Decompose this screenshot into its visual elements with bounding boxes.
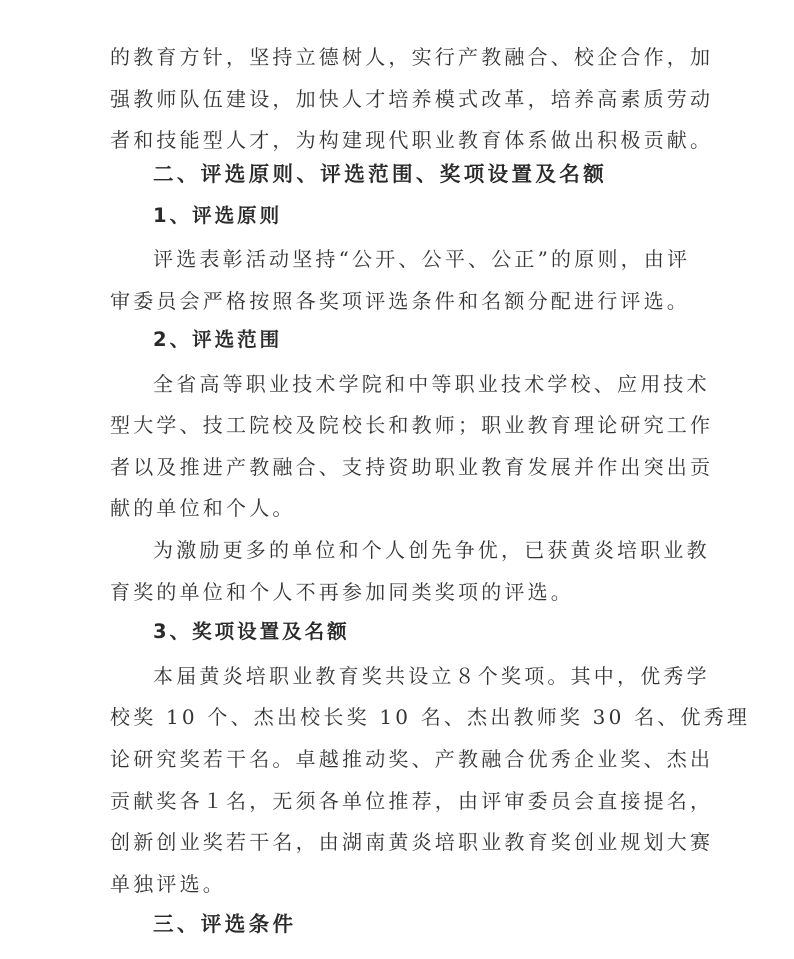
body-text-line: 评选表彰活动坚持“公开、公平、公正”的原则，由评 [153, 247, 691, 271]
body-text-line: 型大学、技工院校及院校长和教师；职业教育理论研究工作 [110, 413, 714, 437]
body-text-line: 者以及推进产教融合、支持资助职业教育发展并作出突出贡 [110, 455, 714, 479]
subsection-heading: 2、评选范围 [153, 328, 283, 351]
body-text-line: 为激励更多的单位和个人创先争优，已获黄炎培职业教 [153, 538, 710, 562]
body-text-line: 单独评选。 [110, 872, 226, 896]
body-text-line: 创新创业奖若干名，由湖南黄炎培职业教育奖创业规划大赛 [110, 830, 714, 854]
body-text-line: 论研究奖若干名。卓越推动奖、产教融合优秀企业奖、杰出 [110, 747, 714, 771]
body-text-line: 的教育方针，坚持立德树人，实行产教融合、校企合作，加 [110, 45, 714, 69]
body-text-line: 全省高等职业技术学院和中等职业技术学校、应用技术 [153, 372, 710, 396]
body-text-line: 贡献奖各１名，无须各单位推荐，由评审委员会直接提名， [110, 789, 714, 813]
body-text-line: 者和技能型人才，为构建现代职业教育体系做出积极贡献。 [110, 128, 714, 152]
body-text-line: 校奖 10 个、杰出校长奖 10 名、杰出教师奖 30 名、优秀理 [110, 705, 751, 729]
subsection-heading: 1、评选原则 [153, 204, 283, 227]
section-heading: 二、评选原则、评选范围、奖项设置及名额 [153, 162, 608, 186]
body-text-line: 育奖的单位和个人不再参加同类奖项的评选。 [110, 580, 574, 604]
subsection-heading: 3、奖项设置及名额 [153, 620, 350, 643]
body-text-line: 本届黄炎培职业教育奖共设立８个奖项。其中，优秀学 [153, 664, 710, 688]
body-text-line: 强教师队伍建设，加快人才培养模式改革，培养高素质劳动 [110, 87, 714, 111]
body-text-line: 献的单位和个人。 [110, 496, 296, 520]
body-text-line: 审委员会严格按照各奖项评选条件和名额分配进行评选。 [110, 289, 690, 313]
section-heading: 三、评选条件 [153, 912, 297, 936]
